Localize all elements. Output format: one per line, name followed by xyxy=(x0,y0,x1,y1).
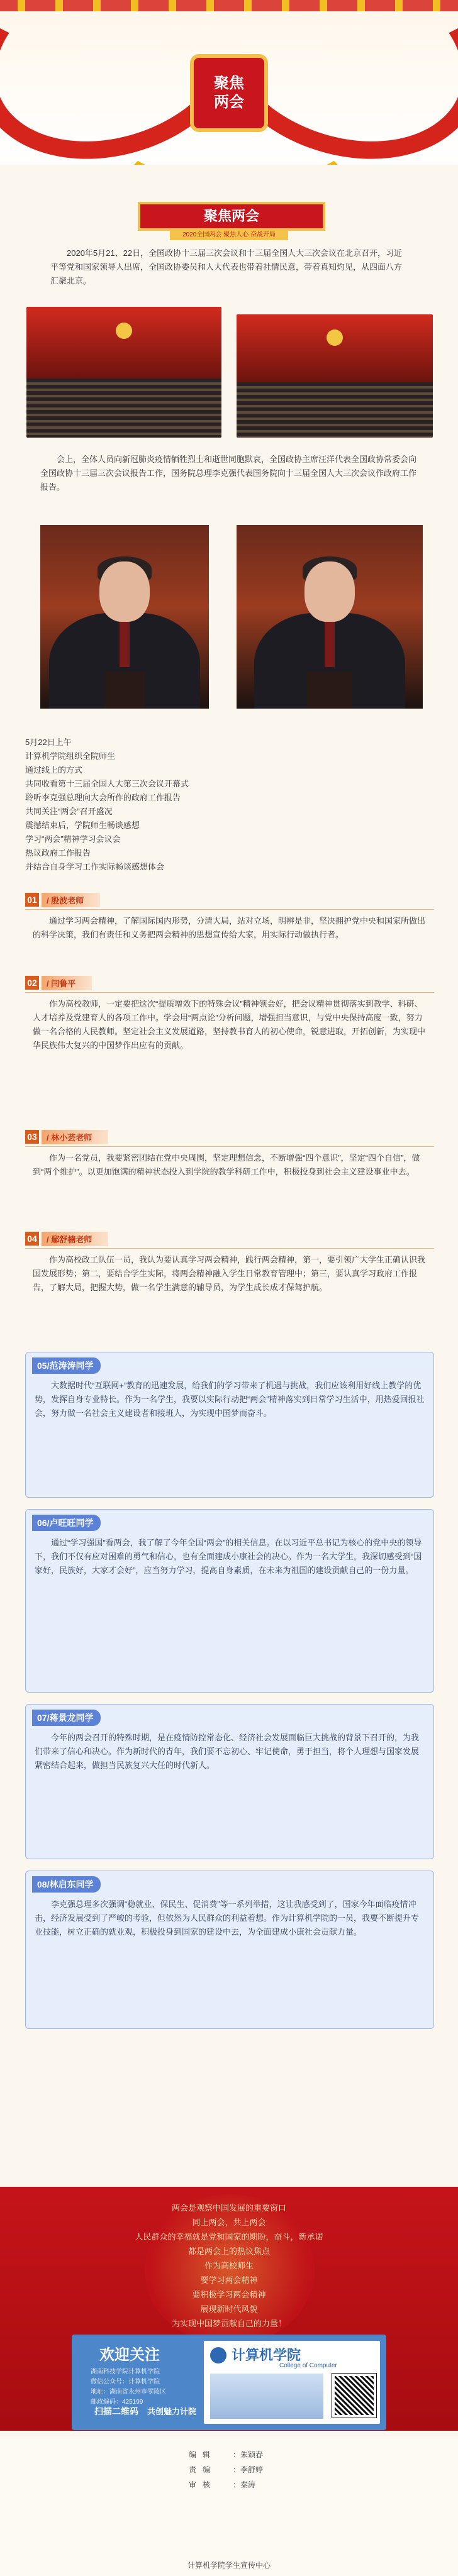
divider xyxy=(25,1248,434,1249)
college-logo-en: College of Computer xyxy=(279,2362,337,2369)
credit-row: 编辑 ：朱颖春 xyxy=(189,2450,264,2459)
follow-detail: 地址：湖南省永州市零陵区 xyxy=(91,2389,166,2396)
closing-line: 同上两会，共上两会 xyxy=(192,2218,266,2227)
section-header-01 xyxy=(25,892,100,908)
closing-line: 展现新时代风貌 xyxy=(200,2304,258,2314)
podium xyxy=(104,672,145,709)
divider xyxy=(25,992,434,993)
section-text: 作为高校政工队伍一员，我认为要认真学习两会精神，践行两会精神，第一，要引领广大学生正确认识我国发展形势；第二，要结合学生实际，将两会精神融入学生日常教育管理中；第三，要认真学习政府工作报告，了解大局，把握大势，做一名学生满意的辅导员，为学生成长成才保驾护航。 xyxy=(33,1255,426,1292)
audience-seats xyxy=(237,382,433,438)
section-text: 作为一名党员，我要紧密团结在党中央周围，坚定理想信念，不断增强“四个意识”，坚定“四个自信”，做到“两个维护”。以更加饱满的精神状态投入到学院的教学科研工作中，积极投身到社会主义建设事业中去。 xyxy=(33,1153,420,1176)
speaker-portrait-right xyxy=(237,525,423,709)
credits-section xyxy=(0,2436,458,2576)
student-text: 通过“学习强国”看两会，我了解了今年全国“两会”的相关信息。在以习近平总书记为核心的党中央的领导下，我们不仅有应对困难的勇气和信心，也有全面建成小康社会的决心。作为一名大学生，我深切感受到“国家好，民族好，大家才会好”，应当努力学习，提高自身素质，在未来为祖国的建设贡献自己的一份力量。 xyxy=(35,1538,422,1575)
speaker-portrait-left xyxy=(40,525,209,709)
closing-line: 人民群众的幸福就是党和国家的期盼，奋斗，新承诺 xyxy=(135,2232,323,2242)
stage-backdrop xyxy=(237,314,433,382)
schedule-line: 通过线上的方式 xyxy=(25,765,83,775)
section-number: 01 xyxy=(25,893,39,907)
credit-key: 责编 xyxy=(189,2465,217,2474)
scan-label: 扫描二维码 xyxy=(94,2406,138,2416)
meeting-paragraph: 会上，全体人员向新冠肺炎疫情牺牲烈士和逝世同胞默哀，全国政协主席汪洋代表全国政协常委会向全国政协十三届三次会议报告工作，国务院总理李克强代表国务院向十三届全国人大三次会议作政府工作报告。 xyxy=(40,455,417,492)
schedule-list xyxy=(25,736,428,871)
student-tag: 05/范涛涛同学 xyxy=(32,1357,101,1374)
hero-badge-line1: 聚焦 xyxy=(214,75,244,92)
credit-value: 李舒婷 xyxy=(240,2465,264,2474)
qr-code-icon[interactable] xyxy=(332,2374,376,2418)
section-text: 通过学习两会精神，了解国际国内形势，分清大局，站对立场，明辨是非，坚决拥护党中央和国家所做出的科学决策，我们有责任和义务把两会精神的思想宣传给大家，用实际行动做执行者。 xyxy=(33,916,426,939)
meeting-photo-left xyxy=(26,307,221,438)
closing-lines xyxy=(0,2201,458,2331)
follow-card xyxy=(72,2335,386,2430)
college-building-image xyxy=(210,2374,323,2419)
follow-detail: 湖南科技学院计算机学院 xyxy=(91,2369,160,2375)
college-logo-panel xyxy=(204,2341,380,2424)
article-subtitle: 2020全国两会 聚焦人心 奋战开局 xyxy=(170,230,288,240)
schedule-line: 计算机学院组织全院师生 xyxy=(25,751,116,761)
student-tag: 06/卢旺旺同学 xyxy=(32,1515,101,1531)
credit-key: 审核 xyxy=(189,2480,217,2489)
speaker-tie xyxy=(325,617,335,667)
speaker-head xyxy=(99,561,150,622)
section-speaker: / 鄢舒楠老师 xyxy=(42,1232,108,1246)
follow-detail: 邮政编码：425199 xyxy=(91,2399,143,2406)
podium xyxy=(307,672,352,709)
stage-backdrop xyxy=(26,307,221,379)
audience-seats xyxy=(26,379,221,438)
section-header-04 xyxy=(25,1230,108,1247)
divider xyxy=(25,1146,434,1147)
follow-info xyxy=(72,2335,204,2430)
closing-line: 要学习两会精神 xyxy=(200,2275,258,2285)
college-logo-icon xyxy=(210,2347,226,2363)
article-title: 聚焦两会 xyxy=(138,202,325,231)
schedule-line: 共同关注“两会”召开盛况 xyxy=(25,807,113,816)
section-speaker: / 林小芸老师 xyxy=(42,1130,108,1144)
credit-row: 责编 ：李舒婷 xyxy=(189,2465,264,2474)
closing-line: 两会是观察中国发展的重要窗口 xyxy=(171,2203,286,2213)
closing-banner xyxy=(0,2187,458,2431)
credit-key: 编辑 xyxy=(189,2450,217,2459)
student-card-07 xyxy=(25,1704,434,1859)
section-text: 作为高校教师，一定要把这次“提质增效下的特殊会议”精神领会好，把会议精神贯彻落实到教学、科研、人才培养及党建育人的各项工作中。学会用“两点论”分析问题，增强担当意识，与党中央保持高度一致，努力做一名合格的人民教师。坚定社会主义发展道路，坚持教书育人的初心使命，锐意进取，开拓创新，为实现中华民族伟大复兴的中国梦作出应有的贡献。 xyxy=(33,999,426,1050)
student-text: 今年的两会召开的特殊时期，是在疫情防控常态化、经济社会发展面临巨大挑战的背景下召开的，为我们带来了信心和决心。作为新时代的青年，我们要不忘初心、牢记使命，勇于担当，将个人理想与国家发展紧密结合起来，做担当民族复兴大任的时代新人。 xyxy=(35,1733,420,1770)
student-tag: 07/蒋景龙同学 xyxy=(32,1710,101,1726)
speaker-head xyxy=(304,561,355,622)
schedule-line: 热议政府工作报告 xyxy=(25,848,91,858)
hero-badge xyxy=(194,58,264,128)
section-speaker: / 殷波老师 xyxy=(42,893,100,907)
speaker-tie xyxy=(120,617,130,667)
closing-line: 都是两会上的热议焦点 xyxy=(187,2247,270,2256)
student-card-06 xyxy=(25,1509,434,1693)
student-text: 大数据时代“互联网+”教育的迅速发展，给我们的学习带来了机遇与挑战，我们应该利用好线上教学的优势，发挥自身专业特长。作为一名学生，我要以实际行动把“两会”精神落实到日常学习生活中，用热爱回报社会，努力做一名社会主义建设者和接班人，为实现中国梦而奋斗。 xyxy=(35,1381,425,1418)
student-tag: 08/林启东同学 xyxy=(32,1876,101,1893)
section-number: 02 xyxy=(25,976,39,990)
student-text: 李克强总理多次强调“稳就业、保民生、促消费”等一系列举措，这让我感受到了，国家今年面临疫情冲击，经济发展受到了严峻的考验，但依然为人民群众的利益着想。作为计算机学院的一员，我要不断提升专业技能，树立正确的就业观，积极投身到国家的建设中去，为全面建成小康社会贡献力量。 xyxy=(35,1899,420,1937)
college-logo-text: 计算机学院 xyxy=(232,2347,301,2363)
section-header-03 xyxy=(25,1129,108,1145)
follow-detail: 微信公众号：计算机学院 xyxy=(91,2379,160,2385)
slogan-label: 共创魅力计院 xyxy=(147,2407,197,2416)
section-number: 04 xyxy=(25,1232,39,1246)
schedule-line: 震撼结束后，学院师生畅谈感想 xyxy=(25,821,140,830)
schedule-line: 学习“两会”精神学习会议会 xyxy=(25,834,121,844)
section-speaker: / 闫鲁平 xyxy=(42,976,92,990)
student-card-05 xyxy=(25,1352,434,1498)
student-card-08 xyxy=(25,1871,434,2029)
hero-banner xyxy=(0,0,458,165)
section-header-02 xyxy=(25,975,92,991)
closing-line: 要积极学习两会精神 xyxy=(192,2290,266,2299)
schedule-line: 聆听李克强总理向大会所作的政府工作报告 xyxy=(25,793,181,802)
national-emblem-icon xyxy=(327,329,343,346)
closing-line: 作为高校师生 xyxy=(204,2261,254,2270)
schedule-line: 5月22日上午 xyxy=(25,738,72,747)
closing-line: 为实现中国梦贡献自己的力量！ xyxy=(171,2319,286,2328)
credit-value: 秦涛 xyxy=(240,2480,256,2489)
meeting-photo-right xyxy=(237,314,433,438)
divider xyxy=(25,909,434,910)
publisher-text: 计算机学院学生宣传中心 xyxy=(187,2561,271,2570)
credit-value: 朱颖春 xyxy=(240,2450,264,2459)
national-emblem-icon xyxy=(116,323,132,339)
intro-paragraph: 2020年5月21、22日，全国政协十三届三次会议和十三届全国人大三次会议在北京召开，习近平等党和国家领导人出席，全国政协委员和人大代表也带着社情民意，带着真知灼见，从四面八方汇聚北京。 xyxy=(50,248,403,285)
credit-row: 审核 ：秦涛 xyxy=(189,2480,256,2489)
hero-badge-line2: 两会 xyxy=(214,94,244,111)
schedule-line: 并结合自身学习工作实际畅谈感想体会 xyxy=(25,862,165,871)
welcome-text: 欢迎关注 xyxy=(99,2347,160,2363)
schedule-line: 共同收看第十三届全国人大第三次会议开幕式 xyxy=(25,779,189,788)
section-number: 03 xyxy=(25,1130,39,1144)
